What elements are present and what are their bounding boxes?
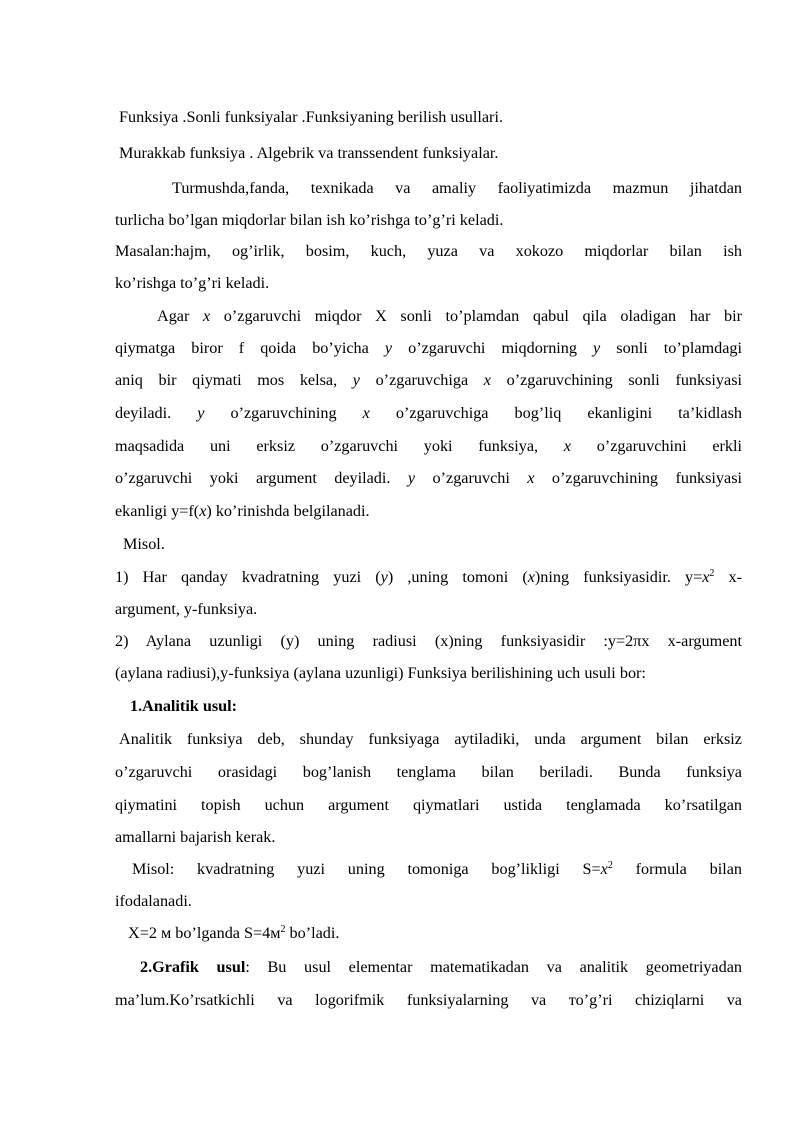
- section-heading-analytic: 1.Analitik usul:: [130, 697, 238, 715]
- paragraph-line: ko’rishga to’g’ri keladi.: [115, 274, 270, 292]
- example-line: 2) Aylana uzunligi (y) uning radiusi (x)ning funksiyasidir :y=2πx x-argument: [115, 632, 742, 650]
- analytic-example-line: ifodalanadi.: [115, 892, 192, 910]
- example-line: (aylana radiusi),y-funksiya (aylana uzunligi) Funksiya berilishining uch usuli bor:: [115, 664, 646, 682]
- heading-line-2: Murakkab funksiya . Algebrik va transsendent funksiyalar.: [119, 144, 499, 162]
- definition-line: ekanligi y=f(x) ko’rinishda belgilanadi.: [115, 502, 370, 520]
- example-line: 1) Har qanday kvadratning yuzi (y) ,uning tomoni (x)ning funksiyasidir. $y=x^2$ x-: [115, 568, 743, 586]
- paragraph-line: Masalan:hajm, og’irlik, bosim, kuch, yuza va xokozo miqdorlar bilan ish: [115, 242, 742, 260]
- analytic-line: qiymatini topish uchun argument qiymatlari ustida tenglamada ko’rsatilgan: [115, 796, 742, 814]
- analytic-example-line: X=2 м bo’lganda $S=4м^2$ bo’ladi.: [128, 924, 340, 942]
- definition-line: maqsadida uni erksiz o’zgaruvchi yoki funksiya, x o’zgaruvchini erkli: [115, 437, 742, 455]
- analytic-line: o’zgaruvchi orasidagi bog’lanish tenglama bilan beriladi. Bunda funksiya: [115, 763, 742, 781]
- paragraph-line: turlicha bo’lgan miqdorlar bilan ish ko’rishga to’g’ri keladi.: [115, 211, 504, 229]
- definition-line: aniq bir qiymati mos kelsa, y o’zgaruvchiga x o’zgaruvchining sonli funksiyasi: [115, 371, 742, 389]
- analytic-line: amallarni bajarish kerak.: [115, 828, 276, 846]
- graphic-line: ma’lum.Ko’rsatkichli va logorifmik funksiyalarning va то’g’ri chiziqlarni va: [115, 991, 742, 1009]
- definition-line: deyiladi. y o’zgaruvchining x o’zgaruvchiga bog’liq ekanligini ta’kidlash: [115, 404, 742, 422]
- example-label: Misol.: [123, 535, 165, 553]
- heading-line-1: Funksiya .Sonli funksiyalar .Funksiyaning berilish usullari.: [119, 108, 503, 126]
- paragraph-line: Turmushda,fanda, texnikada va amaliy faoliyatimizda mazmun jihatdan: [172, 179, 742, 197]
- example-line: argument, y-funksiya.: [115, 600, 258, 618]
- analytic-example-line: Misol: kvadratning yuzi uning tomoniga bog’likligi $S=x^2$ formula bilan: [132, 860, 742, 878]
- graphic-line: 2.Grafik usul: Bu usul elementar matematikadan va analitik geometriyadan: [140, 958, 742, 976]
- definition-line: qiymatga biror f qoida bo’yicha y o’zgaruvchi miqdorning y sonli to’plamdagi: [115, 339, 743, 357]
- definition-line: o’zgaruvchi yoki argument deyiladi. y o’zgaruvchi x o’zgaruvchining funksiyasi: [115, 469, 743, 487]
- analytic-line: Analitik funksiya deb, shunday funksiyaga aytiladiki, unda argument bilan erksiz: [119, 730, 742, 748]
- definition-line: Agar x o’zgaruvchi miqdor X sonli to’plamdan qabul qila oladigan har bir: [157, 307, 742, 325]
